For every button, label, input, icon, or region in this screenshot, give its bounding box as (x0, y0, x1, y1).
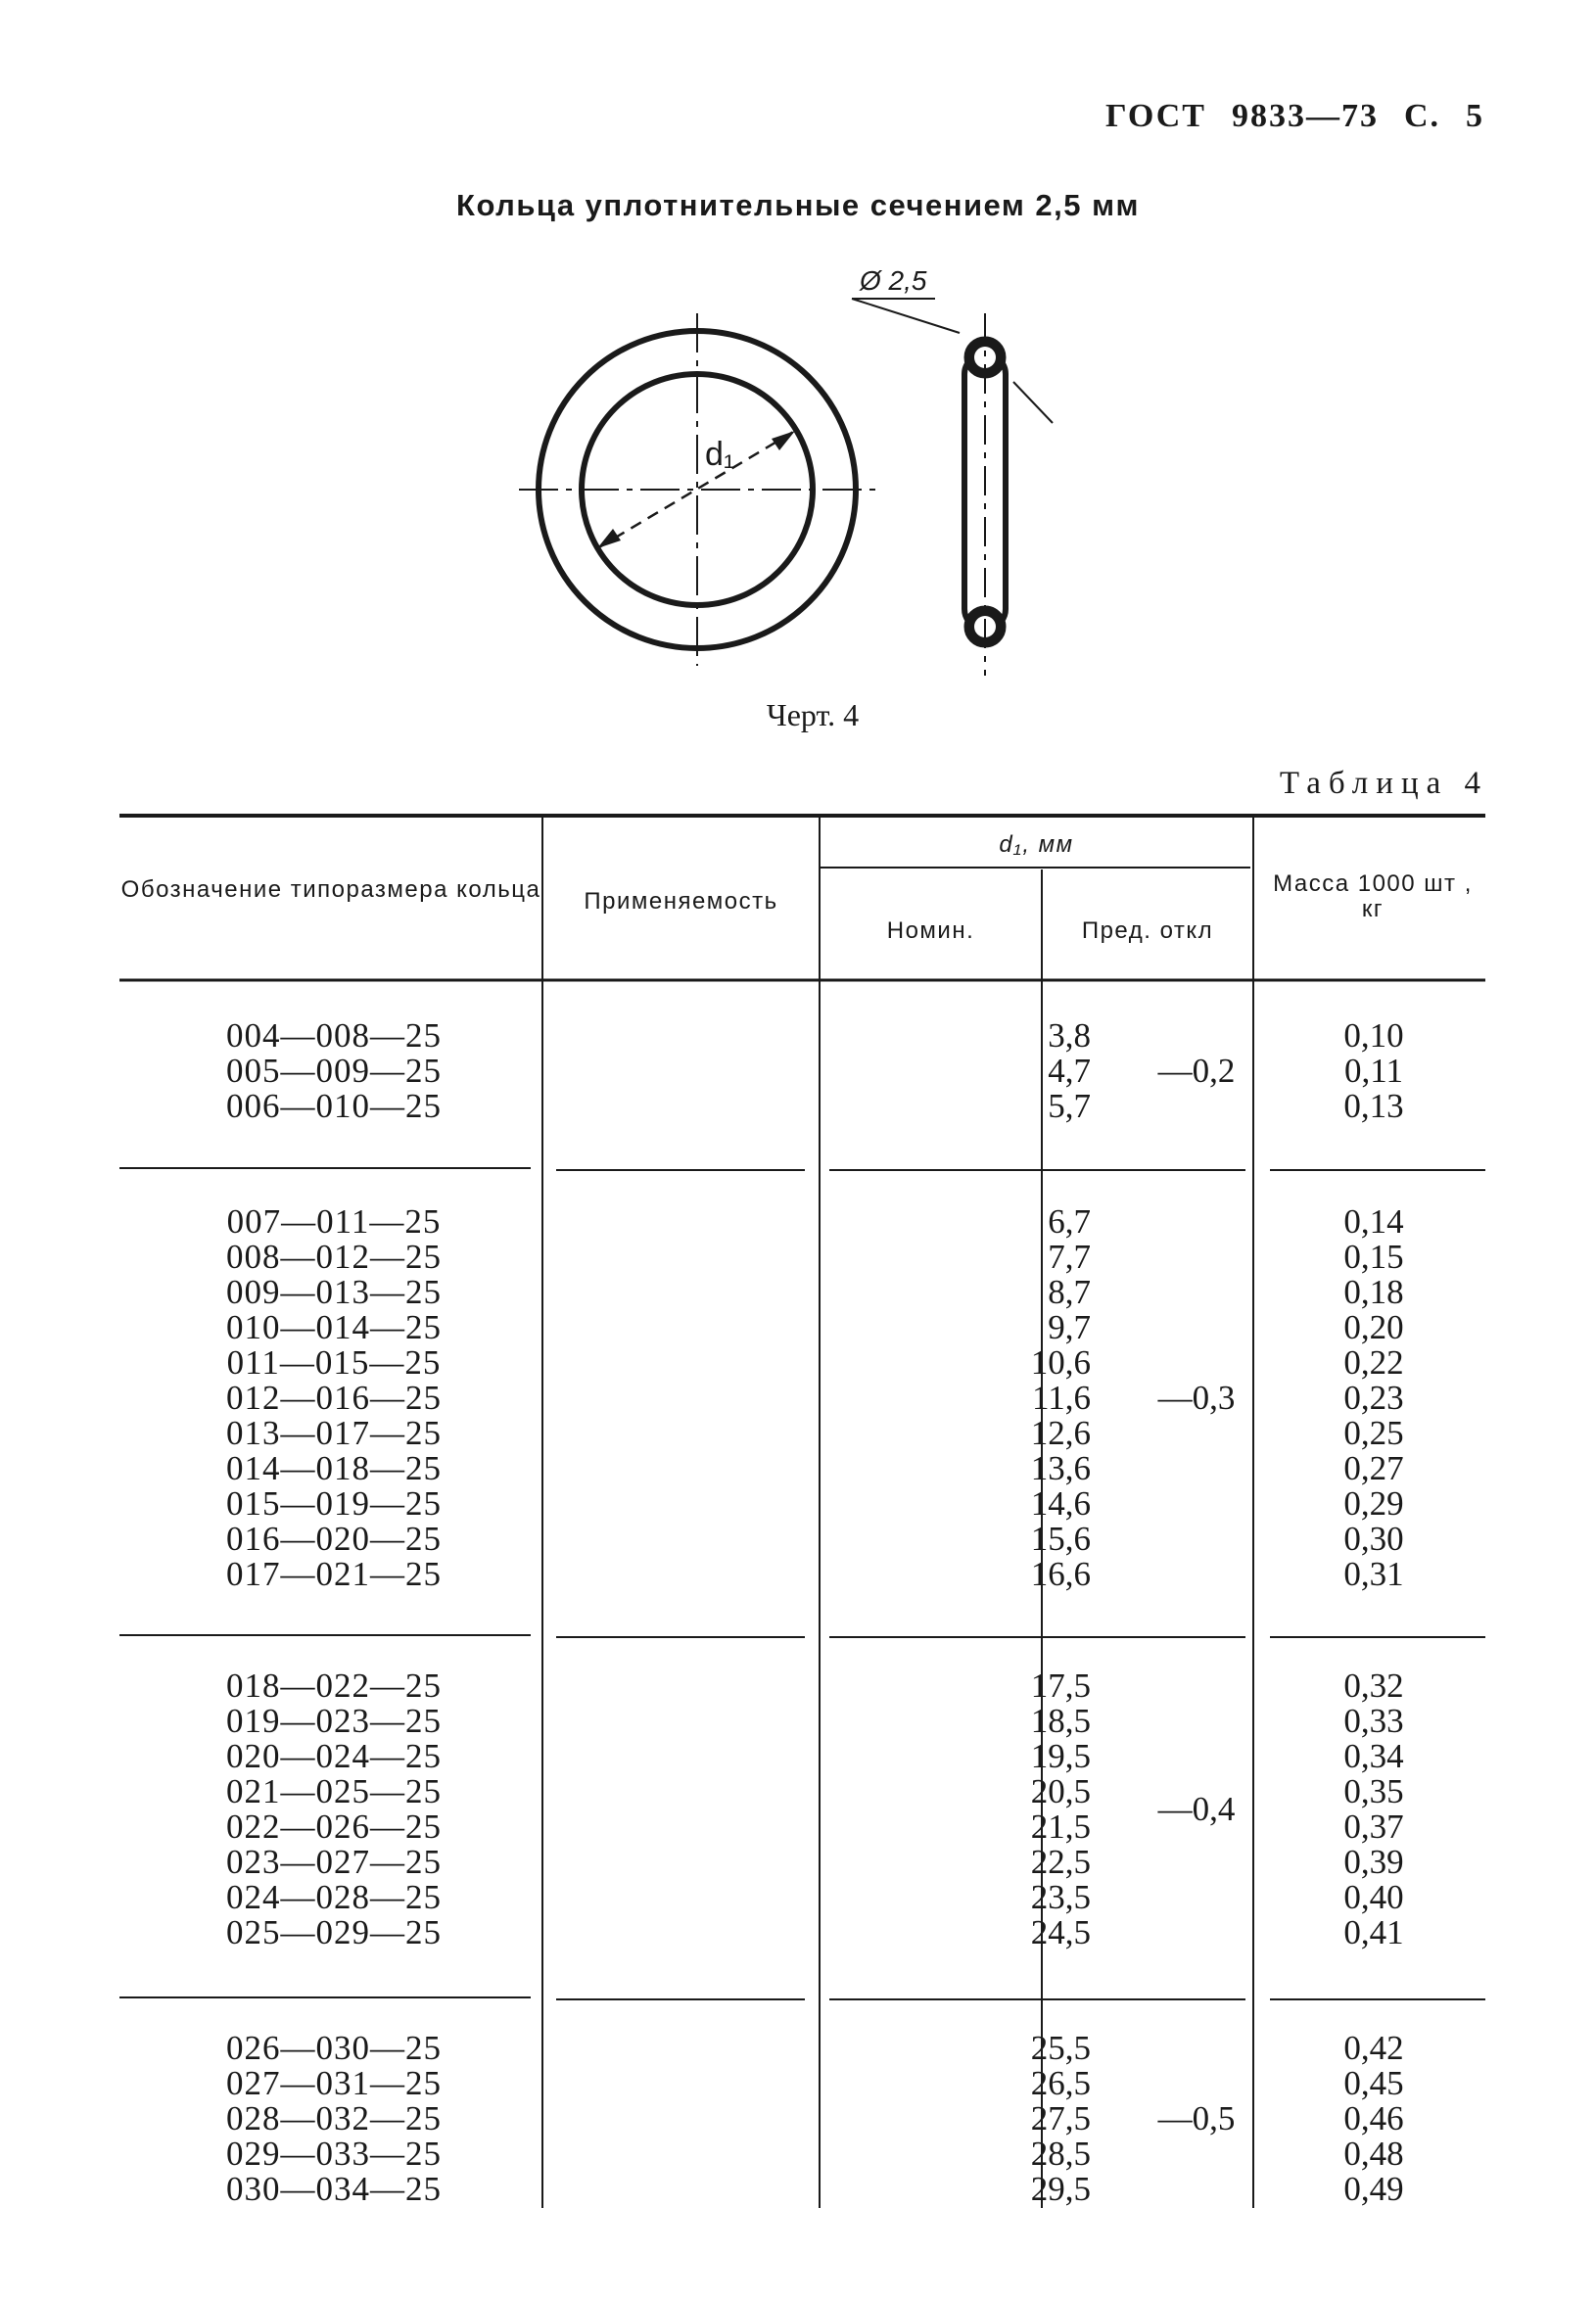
nominal-cell: 22,5 (1030, 1843, 1091, 1881)
section-diameter-label: Ø 2,5 (860, 265, 927, 296)
nominal-cell: 17,5 (1030, 1667, 1091, 1705)
nominal-cell: 13,6 (1030, 1449, 1091, 1487)
nominal-cell: 4,7 (1048, 1052, 1091, 1090)
nominal-cell: 7,7 (1048, 1238, 1091, 1276)
nominal-cell: 21,5 (1030, 1808, 1091, 1846)
designation-cell: 026—030—25 (226, 2029, 442, 2067)
designation-cell: 028—032—25 (226, 2099, 442, 2137)
nominal-cell: 24,5 (1030, 1913, 1091, 1951)
designation-cell: 018—022—25 (226, 1667, 442, 1705)
designation-cell: 027—031—25 (226, 2064, 442, 2102)
mass-cell: 0,10 (1343, 1016, 1404, 1055)
designation-cell: 014—018—25 (226, 1449, 442, 1487)
standard-number: 9833—73 (1231, 98, 1379, 134)
nominal-cell: 6,7 (1048, 1202, 1091, 1241)
page-prefix: С. (1403, 98, 1440, 134)
nominal-cell: 14,6 (1030, 1484, 1091, 1523)
mass-cell: 0,33 (1343, 1702, 1404, 1740)
header-applicability: Применяемость (584, 888, 778, 915)
mass-cell: 0,37 (1343, 1808, 1404, 1846)
nominal-cell: 16,6 (1030, 1555, 1091, 1593)
header-mass: Масса 1000 шт , кг (1273, 870, 1473, 922)
designation-cell: 008—012—25 (226, 1238, 442, 1276)
nominal-cell: 10,6 (1030, 1343, 1091, 1382)
mass-cell: 0,40 (1343, 1878, 1404, 1916)
nominal-cell: 23,5 (1030, 1878, 1091, 1916)
mass-cell: 0,23 (1343, 1379, 1404, 1417)
header-tolerance: Пред. откл (1081, 917, 1214, 944)
section-leader (852, 299, 960, 333)
mass-cell: 0,46 (1343, 2099, 1404, 2137)
mass-cell: 0,22 (1343, 1343, 1404, 1382)
designation-cell: 016—020—25 (226, 1520, 442, 1558)
nominal-cell: 26,5 (1030, 2064, 1091, 2102)
mass-cell: 0,27 (1343, 1449, 1404, 1487)
nominal-cell: 9,7 (1048, 1308, 1091, 1346)
mass-cell: 0,41 (1343, 1913, 1404, 1951)
mass-cell: 0,25 (1343, 1414, 1404, 1452)
designation-cell: 013—017—25 (226, 1414, 442, 1452)
designation-cell: 011—015—25 (226, 1343, 442, 1382)
designation-cell: 017—021—25 (226, 1555, 442, 1593)
mass-cell: 0,45 (1343, 2064, 1404, 2102)
designation-cell: 007—011—25 (226, 1202, 442, 1241)
nominal-cell: 25,5 (1030, 2029, 1091, 2067)
standard-name: ГОСТ (1105, 98, 1206, 134)
header-designation: Обозначение типоразмера кольца (120, 876, 541, 903)
mass-cell: 0,14 (1343, 1202, 1404, 1241)
designation-cell: 006—010—25 (226, 1087, 442, 1125)
nominal-cell: 11,6 (1032, 1379, 1091, 1417)
mass-cell: 0,42 (1343, 2029, 1404, 2067)
mass-cell: 0,31 (1343, 1555, 1404, 1593)
designation-cell: 010—014—25 (226, 1308, 442, 1346)
nominal-cell: 20,5 (1030, 1772, 1091, 1810)
nominal-cell: 5,7 (1048, 1087, 1091, 1125)
designation-cell: 025—029—25 (226, 1913, 442, 1951)
section-title: Кольца уплотнительные сечением 2,5 мм (456, 188, 1140, 222)
d1-label: d₁ (705, 436, 735, 473)
tolerance-cell: —0,3 (1157, 1379, 1236, 1417)
mass-cell: 0,29 (1343, 1484, 1404, 1523)
mass-cell: 0,18 (1343, 1273, 1404, 1311)
mass-cell: 0,34 (1343, 1737, 1404, 1775)
tolerance-cell: —0,2 (1157, 1052, 1236, 1090)
mass-cell: 0,13 (1343, 1087, 1404, 1125)
o-ring-drawing (0, 0, 1596, 764)
nominal-cell: 29,5 (1030, 2170, 1091, 2208)
designation-cell: 012—016—25 (226, 1379, 442, 1417)
designation-cell: 015—019—25 (226, 1484, 442, 1523)
nominal-cell: 15,6 (1030, 1520, 1091, 1558)
designation-cell: 020—024—25 (226, 1737, 442, 1775)
designation-cell: 004—008—25 (226, 1016, 442, 1055)
designation-cell: 009—013—25 (226, 1273, 442, 1311)
page-number: 5 (1466, 98, 1484, 134)
designation-cell: 024—028—25 (226, 1878, 442, 1916)
tolerance-cell: —0,4 (1157, 1790, 1236, 1828)
designation-cell: 019—023—25 (226, 1702, 442, 1740)
nominal-cell: 3,8 (1048, 1016, 1091, 1055)
designation-cell: 005—009—25 (226, 1052, 442, 1090)
designation-cell: 029—033—25 (226, 2135, 442, 2173)
sizes-table (119, 813, 1488, 2213)
mass-cell: 0,20 (1343, 1308, 1404, 1346)
header-d1: d₁, мм (999, 831, 1074, 858)
designation-cell: 030—034—25 (226, 2170, 442, 2208)
drawing-caption: Черт. 4 (766, 697, 860, 732)
tolerance-cell: —0,5 (1157, 2099, 1236, 2137)
mass-cell: 0,30 (1343, 1520, 1404, 1558)
mass-cell: 0,48 (1343, 2135, 1404, 2173)
table-label: Таблица 4 (1279, 766, 1488, 801)
mass-cell: 0,39 (1343, 1843, 1404, 1881)
designation-cell: 021—025—25 (226, 1772, 442, 1810)
nominal-cell: 12,6 (1030, 1414, 1091, 1452)
mass-cell: 0,11 (1344, 1052, 1403, 1090)
mass-cell: 0,49 (1343, 2170, 1404, 2208)
mass-cell: 0,32 (1343, 1667, 1404, 1705)
mass-cell: 0,15 (1343, 1238, 1404, 1276)
nominal-cell: 19,5 (1030, 1737, 1091, 1775)
nominal-cell: 8,7 (1048, 1273, 1091, 1311)
nominal-cell: 27,5 (1030, 2099, 1091, 2137)
designation-cell: 023—027—25 (226, 1843, 442, 1881)
header-nominal: Номин. (886, 917, 975, 944)
nominal-cell: 18,5 (1030, 1702, 1091, 1740)
designation-cell: 022—026—25 (226, 1808, 442, 1846)
nominal-cell: 28,5 (1030, 2135, 1091, 2173)
mass-cell: 0,35 (1343, 1772, 1404, 1810)
